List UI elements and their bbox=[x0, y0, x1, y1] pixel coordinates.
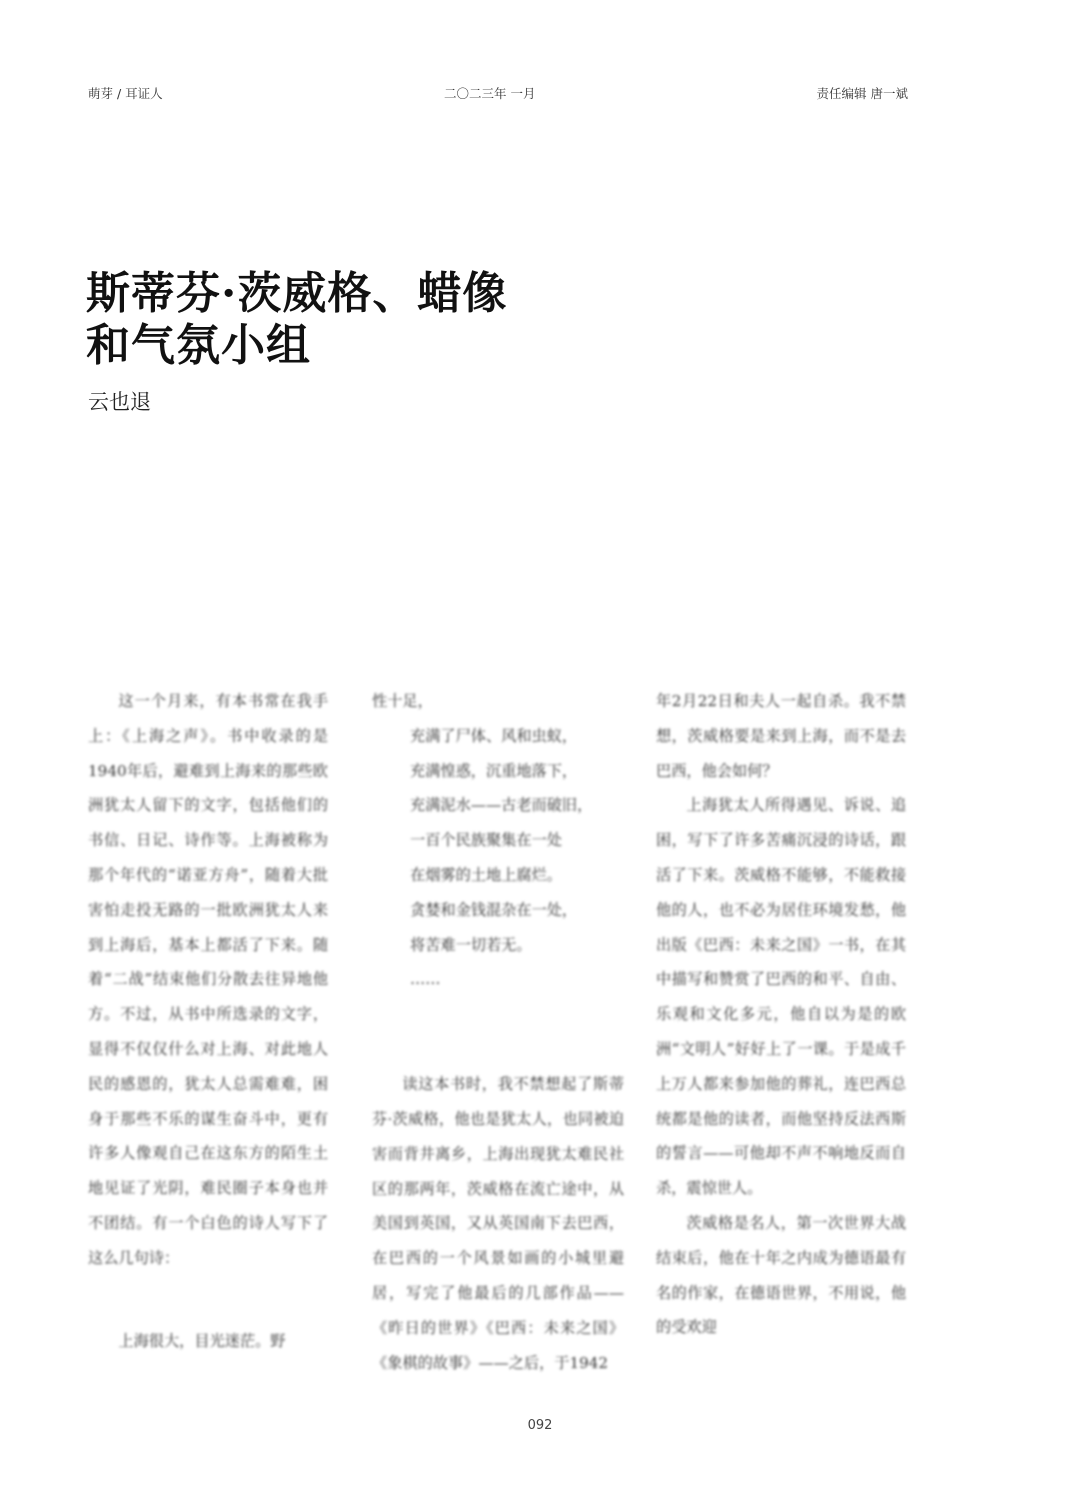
running-header bbox=[88, 84, 908, 104]
page-number: 092 bbox=[527, 1418, 553, 1433]
text-column-1 bbox=[88, 684, 328, 1374]
header-section: 萌芽 / 耳证人 bbox=[88, 86, 163, 101]
poem-line: 在烟雾的土地上腐烂。 bbox=[410, 865, 562, 884]
title-line-2: 和气氛小组 bbox=[86, 320, 311, 371]
paragraph: 上海犹太人所得遇见、诉说、追困，写下了许多苦痛沉浸的诗话，跟活了下来。茨威格不能够，不能救接他的人，也不必为居住环境发愁，他出版《巴西：未来之国》一书，在其中描写和赞赏了巴西的和平、自由、乐观和文化多元，他自以为是的欧洲“文明人”好好上了一课。于是成千上万人都来参加他的葬礼，连巴西总统都是他的读者，而他坚持反法西斯的誓言——可他却不声不响地反而自杀，震惊世人。 bbox=[656, 796, 906, 1198]
poem-line: 充满泥水——古老而破旧， bbox=[410, 796, 593, 815]
author-name: 云也退 bbox=[88, 390, 151, 414]
paragraph-continuation: 年2月22日和夫人一起自杀。我不禁想，茨威格要是来到上海，而不是去巴西，他会如何？ bbox=[656, 692, 906, 780]
header-date: 二〇二三年 一月 bbox=[444, 86, 536, 101]
poem-line: 将苦难一切若无。 bbox=[410, 935, 532, 954]
text-column-3 bbox=[656, 684, 906, 1374]
paragraph: 这一个月来，有本书常在我手上：《上海之声》。书中收录的是1940年后，避难到上海来的那些欧洲犹太人留下的文字，包括他们的书信、日记、诗作等。上海被称为那个年代的“诺亚方舟”，随着大批害怕走投无路的一批欧洲犹太人来到上海后，基本上都活了下来。随着“二战”结束他们分散去往异地他方。不过，从书中所选录的文字，显得不仅仅什么对上海、对此地人民的感恩的，犹太人总需难难，困身于那些不乐的谋生奋斗中，更有许多人像观自己在这东方的陌生土地见证了光阴，难民圈子本身也并不团结。有一个白色的诗人写下了这么几句诗： bbox=[88, 692, 328, 1267]
title-line-1: 斯蒂芬·茨威格、蜡像 bbox=[86, 268, 508, 319]
poem-line: 充满了尸体、风和虫蚁， bbox=[410, 726, 578, 745]
poem-line: 贪婪和金钱混杂在一处， bbox=[410, 900, 578, 919]
paragraph-gap bbox=[372, 997, 624, 1067]
paragraph: 上海很大，目光迷茫。野 bbox=[118, 1331, 286, 1350]
article-title bbox=[86, 268, 646, 372]
poem-quote bbox=[372, 719, 624, 997]
paragraph-gap bbox=[88, 1276, 328, 1324]
text-column-2 bbox=[372, 684, 624, 1374]
poem-line: …… bbox=[410, 970, 441, 989]
paragraph: 茨威格是名人，第一次世界大战结束后，他在十年之内成为德语最有名的作家，在德语世界，不用说，他的受欢迎 bbox=[656, 1213, 906, 1337]
poem-line: 充满惶惑，沉重地落下， bbox=[410, 761, 578, 780]
header-editor: 责任编辑 唐一斌 bbox=[816, 86, 908, 101]
poem-line: 一百个民族聚集在一处 bbox=[410, 831, 562, 850]
paragraph-continuation: 性十足， bbox=[372, 692, 433, 710]
paragraph: 读这本书时，我不禁想起了斯蒂芬·茨威格，他也是犹太人，也同被迫害而背井离乡，上海出现犹太难民社区的那两年，茨威格在流亡途中，从美国到英国，又从英国南下去巴西，在巴西的一个风景如画的小城里避居，写完了他最后的几部作品——《昨日的世界》《巴西：未来之国》《象棋的故事》——之后，于1942 bbox=[372, 1075, 624, 1372]
